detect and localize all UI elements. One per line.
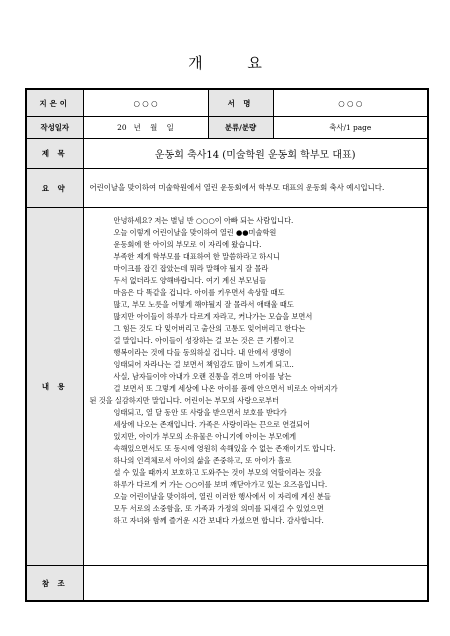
content-line: 오늘 어린이날을 맞이하여, 열린 이러한 행사에서 이 자리에 계신 분들	[113, 492, 331, 501]
content-line: 모두 서로의 소중함을, 또 가족과 가정의 의미를 되새길 수 있었으면	[113, 504, 324, 513]
content-line: 하나의 인격체로서 아이의 삶을 존중하고, 또 아이가 홀로	[113, 456, 292, 465]
content-line: 된 것을 실감하지만 말입니다. 어린이는 부모의 사랑으로부터	[89, 396, 280, 405]
content-line: 설 수 있을 때까지 보호하고 도와주는 것이 부모의 역할이라는 것을	[113, 468, 322, 477]
content-line: 운동회에 한 아이의 부모로 이 자리에 왔습니다.	[113, 240, 262, 249]
document-title: 개 요	[188, 54, 282, 72]
reference-value	[83, 566, 428, 602]
date-label: 작성일자	[26, 117, 83, 139]
content-line: 마이크를 잡긴 잡았는데 뭐라 말해야 될지 잘 몰라	[113, 264, 269, 273]
content-line: 속해있으면서도 또 동시에 영원히 속해있을 수 없는 존재이기도 합니다.	[113, 444, 336, 453]
category-value: 축사/1 page	[273, 117, 428, 139]
content-line: 하고 자녀와 함께 즐거운 시간 보내다 가셨으면 합니다. 감사합니다.	[113, 516, 324, 525]
content-line: 많고, 부모 노릇을 어떻게 해야될지 잘 몰라서 애태울 때도	[113, 300, 294, 309]
content-line: 사실, 남자들이야 아내가 오랜 진통을 겪으며 아이를 낳는	[113, 372, 292, 381]
content-line: 부족한 제게 학부모를 대표하여 한 말씀하라고 하시니	[113, 252, 280, 261]
content-line: 그 힘든 것도 다 잊어버리고 출산의 고통도 잊어버리고 한다는	[113, 324, 306, 333]
position-label: 서 명	[208, 89, 273, 117]
content-line: 걸 말입니다. 아이들이 성장하는 걸 보는 것은 큰 기쁨이고	[113, 336, 294, 345]
author-value: ○ ○ ○	[83, 89, 208, 117]
position-value: ○ ○ ○	[273, 89, 428, 117]
content-body	[83, 208, 428, 566]
summary-value: 어린이날을 맞이하여 미술학원에서 열린 운동회에서 학부모 대표의 운동회 축사 예시입니다.	[83, 169, 428, 208]
reference-label: 참 조	[26, 566, 83, 602]
content-line: 오늘 이렇게 어린이날을 맞이하여 열린 ●●미술학원	[113, 228, 277, 237]
content-line: 하루가 다르게 커 가는 ○○이를 보며 깨닫아가고 있는 요즈음입니다.	[113, 480, 328, 489]
content-line: 세상에 나오는 존재입니다. 가족은 사랑이라는 끈으로 연결되어	[113, 420, 311, 429]
content-line: 걸 보면서 또 그렇게 세상에 나온 아이를 품에 안으면서 비로소 아버지가	[113, 384, 338, 393]
content-label: 내 용	[26, 208, 83, 566]
content-line: 잉태되고, 열 달 동안 또 사랑을 받으면서 보호를 받다가	[113, 408, 287, 417]
content-line: 두서 없더라도 양해바랍니다. 여기 계신 부모님들	[113, 276, 267, 285]
summary-form-table	[25, 88, 429, 602]
author-label: 지은이	[26, 89, 83, 117]
content-line: 행복이라는 것에 다들 동의하실 겁니다. 내 안에서 생명이	[113, 348, 292, 357]
content-line: 잉태되어 자라나는 걸 보면서 책임감도 많이 느끼게 되고..	[113, 360, 294, 369]
subject-value: 운동회 축사14 (미술학원 운동회 학부모 대표)	[83, 139, 428, 169]
category-label: 분류/분량	[208, 117, 273, 139]
date-value: 20 년 월 일	[83, 117, 208, 139]
subject-label: 제 목	[26, 139, 83, 169]
summary-label: 요 약	[26, 169, 83, 208]
content-line: 마음은 다 똑같을 겁니다. 아이를 키우면서 속상할 때도	[113, 288, 285, 297]
content-line: 안녕하세요? 저는 별님 반 ○○○이 아빠 되는 사람입니다.	[113, 216, 294, 225]
content-line: 많지만 아이들이 하루가 다르게 자라고, 커나가는 모습을 보면서	[113, 312, 313, 321]
content-line: 있지만, 아이가 부모의 소유물은 아니기에 아이는 부모에게	[113, 432, 297, 441]
